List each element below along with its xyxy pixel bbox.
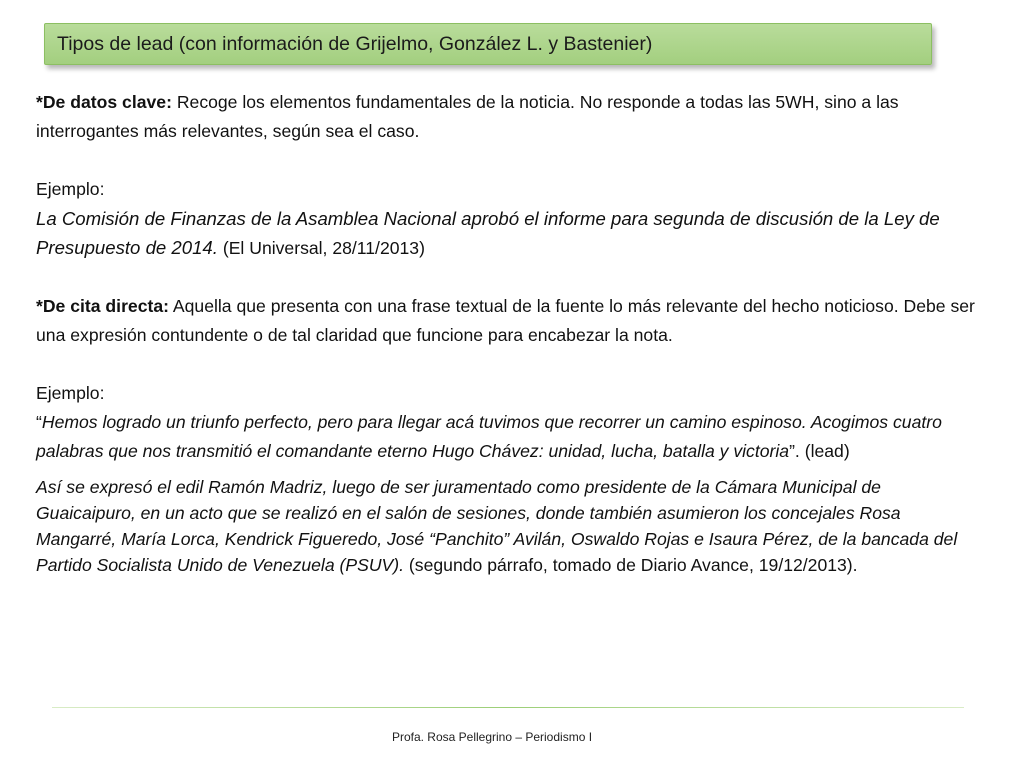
footer-divider <box>52 707 964 708</box>
datos-clave-heading: *De datos clave: <box>36 92 172 112</box>
datos-clave-text: Recoge los elementos fundamentales de la noticia. No responde a todas las 5WH, sino a las interrogantes más relevantes, según sea el caso. <box>36 92 899 141</box>
example-1-source: (El Universal, 28/11/2013) <box>217 238 425 258</box>
cita-directa-text: Aquella que presenta con una frase textual de la fuente lo más relevante del hecho noticioso. Debe ser una expresión contundente o de tal claridad que funcione para encabezar la nota. <box>36 296 975 345</box>
example-1-quote: La Comisión de Finanzas de la Asamblea Nacional aprobó el informe para segunda de discusión de la Ley de Presupuesto de 2014. <box>36 208 940 258</box>
cita-directa-paragraph <box>36 292 976 350</box>
example-2-quote: Hemos logrado un triunfo perfecto, pero para llegar acá tuvimos que recorrer un camino espinoso. Acogimos cuatro palabras que nos transmitió el comandante eterno Hugo Chávez: unidad, lucha, batalla y victoria <box>36 412 942 461</box>
slide-title: Tipos de lead (con información de Grijelmo, González L. y Bastenier) <box>57 32 653 55</box>
footer-credit: Profa. Rosa Pellegrino – Periodismo I <box>391 730 593 744</box>
example-label-1: Ejemplo: <box>36 179 105 199</box>
cita-directa-heading: *De cita directa: <box>36 296 169 316</box>
example-label-2: Ejemplo: <box>36 383 105 403</box>
slide-body <box>36 88 976 578</box>
example-2-open-quote: “ <box>36 412 42 432</box>
second-paragraph-source: (segundo párrafo, tomado de Diario Avance, 19/12/2013). <box>404 555 858 575</box>
example-2-tail: ”. (lead) <box>789 441 850 461</box>
example-2-second-paragraph <box>36 474 976 578</box>
datos-clave-paragraph <box>36 88 976 146</box>
second-paragraph-text: Así se expresó el edil Ramón Madriz, luego de ser juramentado como presidente de la Cámara Municipal de Guaicaipuro, en un acto que se realizó en el salón de sesiones, donde también asumieron los concejales Rosa Mangarré, María Lorca, Kendrick Figueredo, José “Panchito” Avilán, Oswaldo Rojas e Isaura Pérez, de la bancada del Partido Socialista Unido de Venezuela (PSUV). <box>36 477 958 575</box>
slide-title-box <box>44 23 932 65</box>
example-1 <box>36 204 976 263</box>
example-2 <box>36 408 976 466</box>
